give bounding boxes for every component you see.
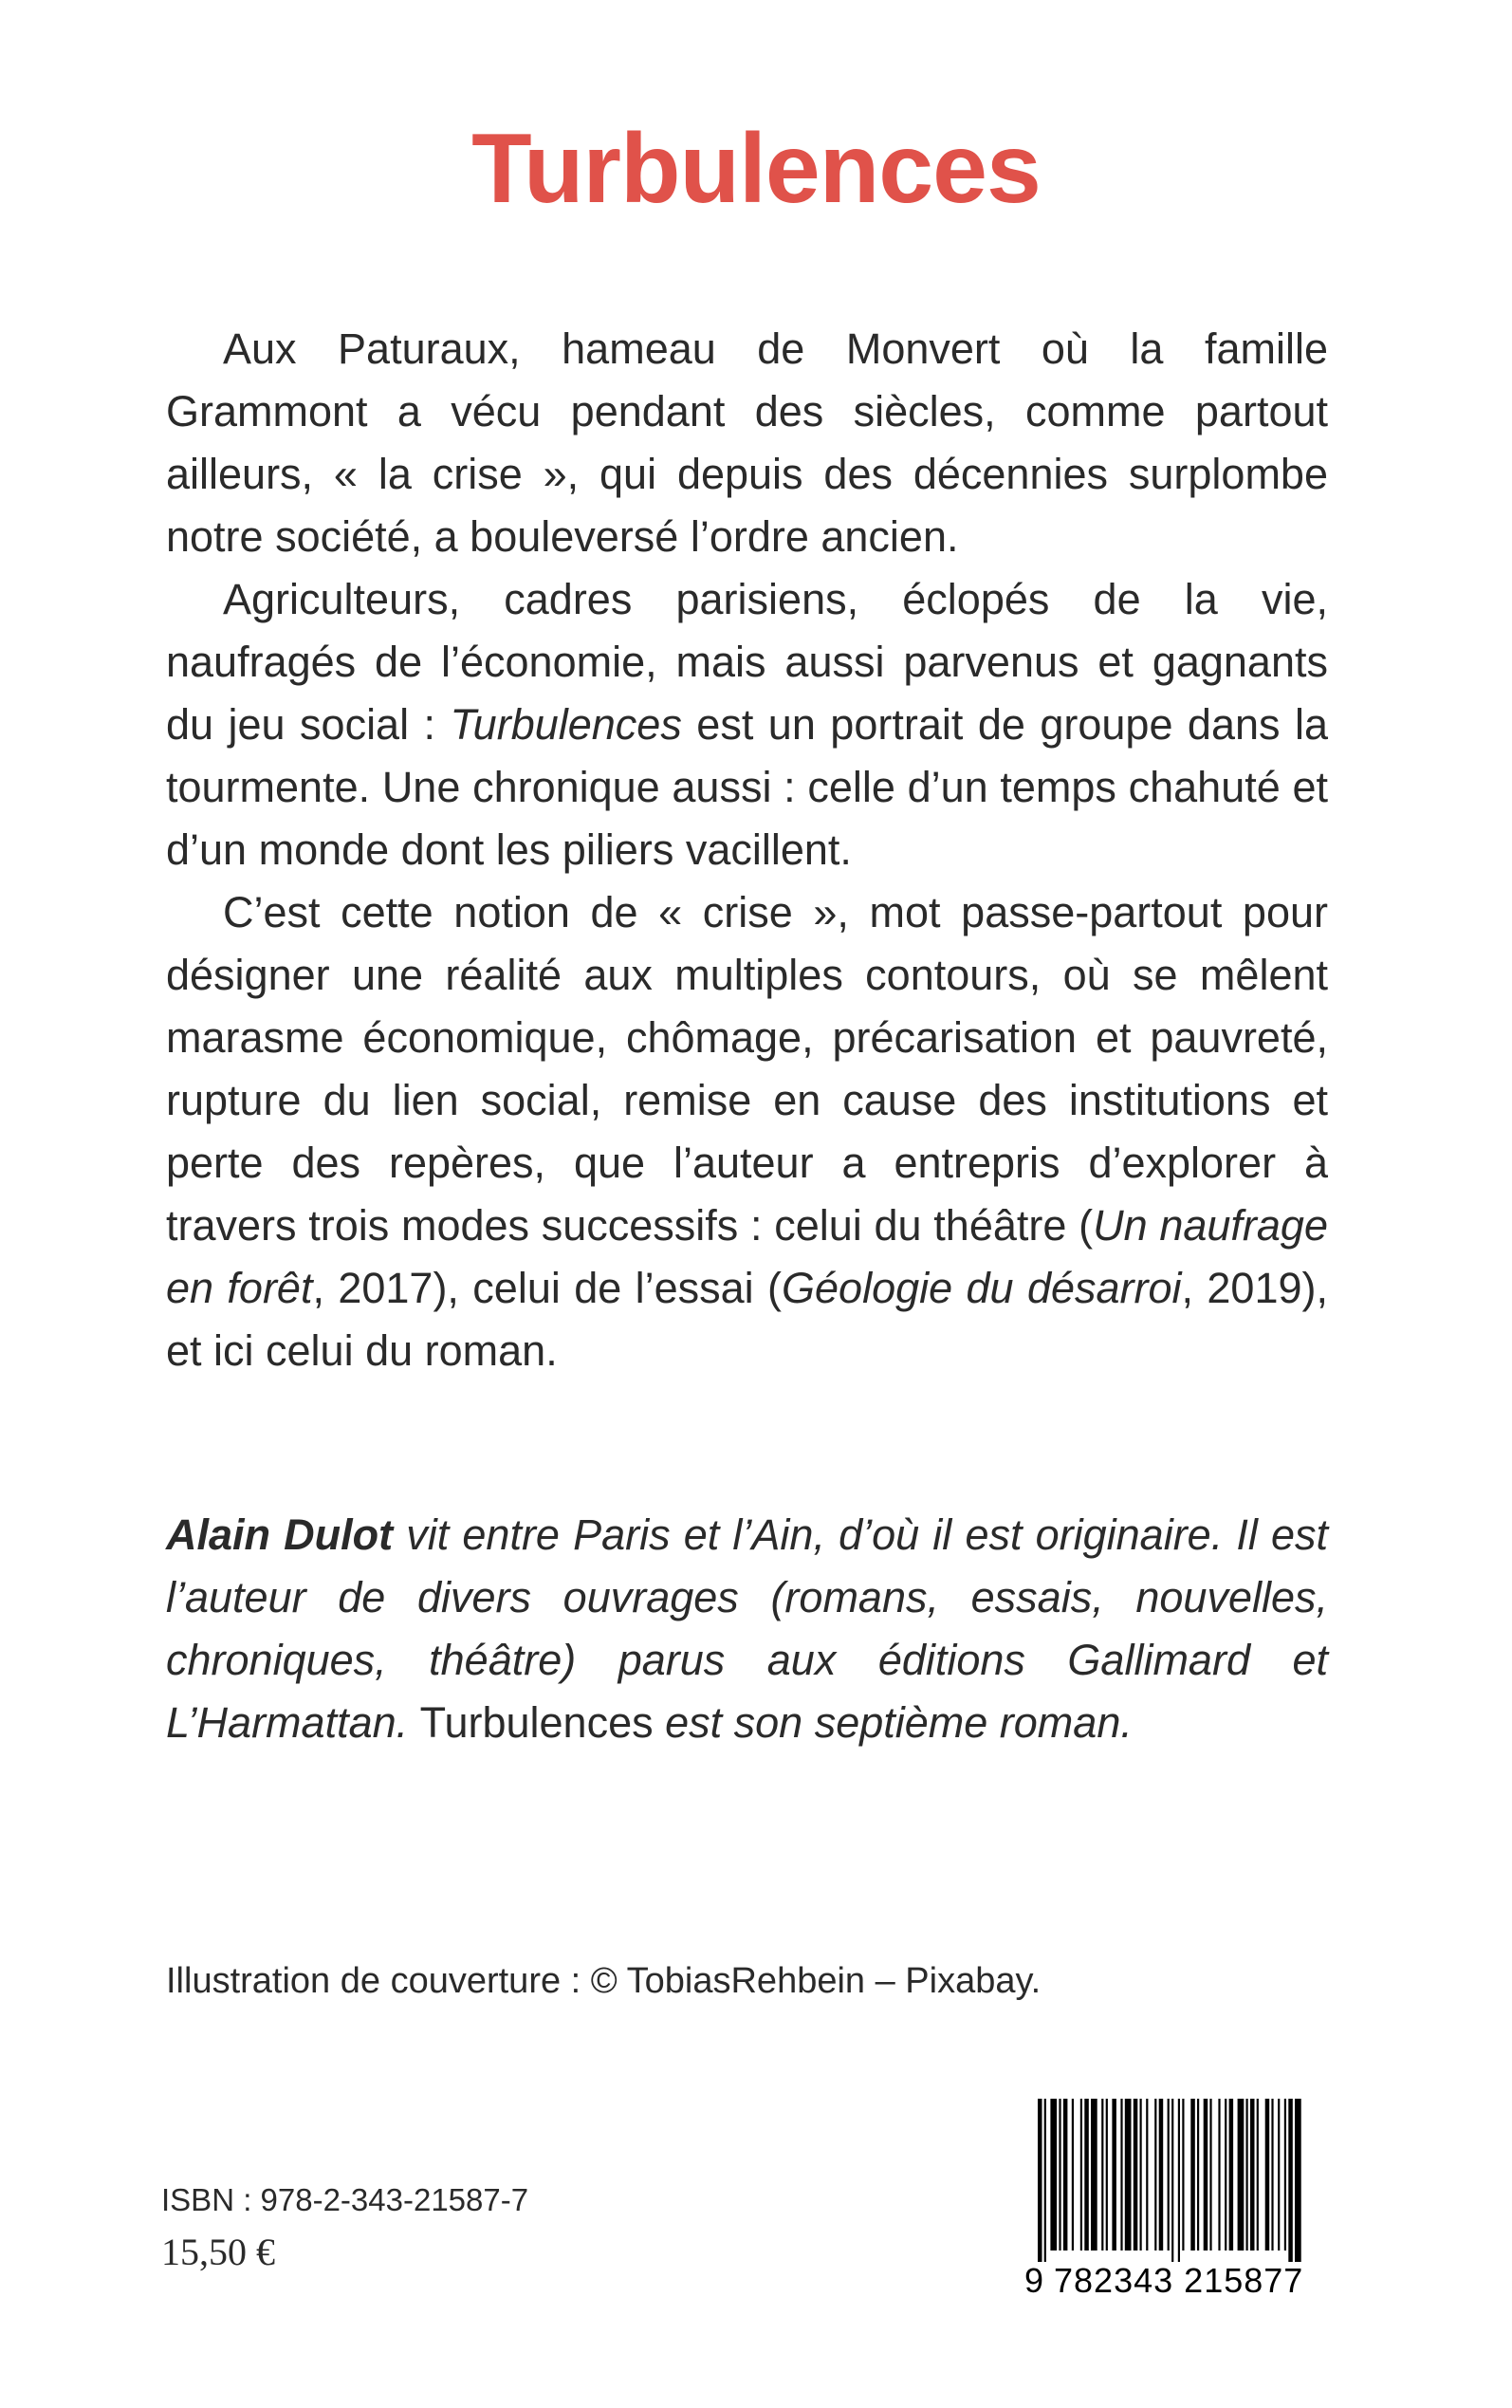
synopsis-p2-text-b: est un portrait de groupe dans la tourmente. Une chronique aussi : celle d’un temps chahuté et d’un monde dont les piliers vacillent.: [166, 700, 1329, 874]
barcode-bar: [1112, 2099, 1116, 2251]
barcode-bar: [1120, 2099, 1122, 2251]
barcode-bar: [1050, 2099, 1057, 2251]
synopsis-paragraph-1: [166, 318, 1328, 568]
synopsis-p2-text-a: Agriculteurs, cadres parisiens, éclopés de la vie, naufragés de l’économie, mais aussi parvenus et gagnants du jeu social :: [166, 575, 1328, 749]
barcode-bar: [1197, 2099, 1199, 2251]
barcode-bar: [1182, 2099, 1184, 2251]
illustration-credit: Illustration de couverture : © TobiasRehbein – Pixabay.: [166, 1961, 1042, 2001]
author-bio: [166, 1504, 1328, 1754]
barcode-bar: [1257, 2099, 1259, 2251]
barcode-bar: [1168, 2099, 1170, 2251]
barcode-bar: [1106, 2099, 1108, 2251]
barcode-bars: [1034, 2099, 1328, 2262]
barcode-bar: [1044, 2099, 1046, 2262]
barcode-bar: [1238, 2099, 1245, 2251]
author-name: Alain Dulot: [166, 1510, 394, 1559]
barcode-bar: [1178, 2099, 1180, 2262]
barcode-bar: [1209, 2099, 1211, 2251]
barcode-bar: [1229, 2099, 1234, 2251]
barcode: [1024, 2099, 1337, 2307]
synopsis-p1-text: Aux Paturaux, hameau de Monvert où la famille Grammont a vécu pendant des siècles, comme partout ailleurs, « la crise », qui depuis des décennies surplombe notre société, a bouleversé l’ordre ancien.: [166, 324, 1328, 561]
bio-text-b: est son septième roman.: [653, 1698, 1133, 1747]
barcode-digits: [1024, 2262, 1337, 2300]
barcode-bar: [1225, 2099, 1226, 2251]
barcode-group-1: 782343: [1054, 2261, 1174, 2300]
isbn: ISBN : 978-2-343-21587-7: [161, 2182, 529, 2217]
barcode-bar: [1295, 2099, 1301, 2262]
barcode-bar: [1146, 2099, 1148, 2251]
synopsis-p3-text-c: , 2019), et ici celui du roman.: [166, 1264, 1328, 1375]
barcode-bar: [1218, 2099, 1220, 2251]
barcode-bar: [1091, 2099, 1097, 2251]
barcode-bar: [1250, 2099, 1255, 2251]
barcode-bar: [1125, 2099, 1132, 2251]
bio-book-title: Turbulences: [419, 1698, 654, 1747]
barcode-bar: [1278, 2099, 1280, 2251]
barcode-bar: [1154, 2099, 1156, 2251]
price: 15,50 €: [161, 2231, 275, 2273]
barcode-bar: [1140, 2099, 1142, 2251]
barcode-lead-digit: 9: [1024, 2261, 1045, 2300]
synopsis-p3-text-b: , 2017), celui de l’essai (: [312, 1264, 783, 1312]
barcode-bar: [1265, 2099, 1270, 2251]
barcode-bar: [1059, 2099, 1060, 2251]
synopsis: [166, 318, 1328, 1382]
synopsis-p2-book-title: Turbulences: [450, 700, 682, 749]
barcode-bar: [1284, 2099, 1286, 2251]
barcode-bar: [1246, 2099, 1248, 2251]
synopsis-p3-text-a: C’est cette notion de « crise », mot passe-partout pour désigner une réalité aux multiples contours, où se mêlent marasme économique, chômage, précarisation et pauvreté, rupture du lien social, remise en cause des institutions et perte des repères, que l’auteur a entrepris d’explorer à travers trois modes successifs : celui du théâtre (: [166, 888, 1328, 1250]
synopsis-p3-work-2: Géologie du désarroi: [782, 1264, 1182, 1312]
barcode-bar: [1190, 2099, 1195, 2251]
synopsis-p3-work-1: Un naufrage en forêt: [166, 1201, 1328, 1312]
barcode-bar: [1288, 2099, 1293, 2262]
bio-text-a: vit entre Paris et l’Ain, d’où il est originaire. Il est l’auteur de divers ouvrages (romans, essais, nouvelles, chroniques, théâtre) parus aux éditions Gallimard et L’Harmattan.: [166, 1510, 1329, 1747]
barcode-bar: [1271, 2099, 1273, 2251]
barcode-group-2: 215877: [1184, 2261, 1304, 2300]
barcode-bar: [1080, 2099, 1082, 2251]
barcode-bar: [1072, 2099, 1074, 2251]
barcode-bar: [1063, 2099, 1068, 2251]
barcode-bar: [1101, 2099, 1103, 2251]
barcode-bar: [1159, 2099, 1164, 2251]
barcode-bar: [1171, 2099, 1173, 2262]
synopsis-paragraph-3: [166, 881, 1328, 1382]
barcode-bar: [1134, 2099, 1138, 2251]
barcode-bar: [1204, 2099, 1208, 2251]
barcode-bar: [1084, 2099, 1089, 2251]
barcode-bar: [1038, 2099, 1042, 2262]
synopsis-paragraph-2: [166, 568, 1328, 881]
book-title: Turbulences: [471, 114, 1041, 224]
